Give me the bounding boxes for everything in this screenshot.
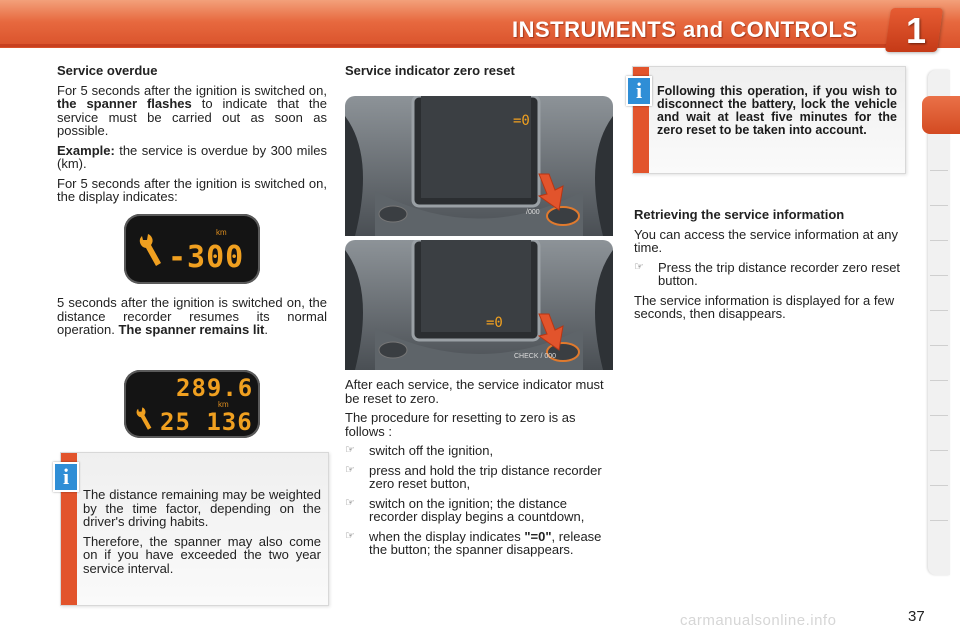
text: For 5 seconds after the ignition is switched on, [57, 82, 327, 98]
service-overdue-section [57, 64, 327, 210]
tab-separator [930, 345, 948, 346]
zero-reset-procedure [345, 378, 617, 563]
info-text-distance [83, 488, 321, 581]
page-number: 37 [908, 608, 925, 625]
arrow-down-icon [535, 172, 565, 212]
header-rule [0, 44, 890, 47]
tab-separator [930, 380, 948, 381]
text: to indicate that the service must be carried out as soon as possible. [57, 96, 327, 138]
tab-separator [930, 415, 948, 416]
example-label: Example: [57, 142, 115, 158]
unit-label: km [216, 228, 227, 237]
paragraph [57, 296, 327, 337]
list-item-text: Press the trip distance recorder zero reset button. [658, 259, 901, 288]
dashboard-photo-step1 [345, 96, 613, 236]
tab-separator [930, 240, 948, 241]
paragraph [57, 144, 327, 171]
bold-text: The spanner remains lit [118, 322, 265, 337]
page-title: INSTRUMENTS and CONTROLS [512, 17, 858, 42]
list-item-text: switch on the ignition; the distance recorder display begins a countdown, [369, 495, 585, 524]
pointing-hand-icon: ☞ [634, 260, 644, 273]
display-reading: =0 [513, 113, 530, 129]
list-item [345, 497, 617, 524]
bold-text: the spanner flashes [57, 96, 192, 111]
spanner-icon [132, 406, 154, 434]
retrieving-service-info-section [634, 208, 906, 327]
section-heading: Service indicator zero reset [345, 63, 515, 78]
paragraph: The service information is displayed for a few seconds, then disappears. [634, 292, 895, 321]
paragraph: After each service, the service indicator must be reset to zero. [345, 377, 604, 406]
normal-operation-paragraph [57, 296, 327, 343]
info-icon: i [626, 76, 652, 106]
section-heading: Retrieving the service information [634, 207, 845, 222]
chapter-tabs [928, 70, 950, 575]
paragraph: You can access the service information at any time. [634, 226, 898, 255]
tab-separator [930, 275, 948, 276]
paragraph: The distance remaining may be weighted by the time factor, depending on the driver's driving habits. [83, 487, 321, 529]
text: , release the button; the spanner disappears. [369, 528, 602, 557]
text: the service is overdue by 300 miles (km). [57, 142, 327, 171]
tab-separator [930, 170, 948, 171]
trip-value: 289.6 [176, 374, 254, 402]
tab-separator [930, 310, 948, 311]
section-heading: Service overdue [57, 63, 158, 78]
paragraph [57, 84, 327, 138]
display-reading: =0 [486, 315, 503, 331]
paragraph: For 5 seconds after the ignition is switched on, the display indicates: [57, 175, 327, 204]
tab-separator [930, 520, 948, 521]
text: when the display indicates [369, 528, 521, 544]
list-item-text: press and hold the trip distance recorder zero reset button, [369, 462, 602, 491]
total-distance-value: 25 136 [160, 408, 253, 436]
bold-text: "=0" [524, 528, 552, 544]
info-text-battery: Following this operation, if you wish to disconnect the battery, lock the vehicle and wait at least five minutes for the zero reset to be taken into account. [657, 84, 897, 137]
text: . [264, 322, 269, 337]
info-icon: i [53, 462, 79, 492]
text: 5 seconds after the ignition is switched on, the distance recorder resumes its normal operation. [57, 295, 327, 337]
pointing-hand-icon: ☞ [345, 496, 355, 509]
button-label: CHECK / 000 [514, 353, 557, 360]
list-item [345, 444, 617, 458]
tab-separator [930, 450, 948, 451]
overdue-value: -300 [168, 240, 245, 275]
unit-label: km [218, 400, 229, 409]
list-item [345, 530, 617, 557]
tab-separator [930, 205, 948, 206]
pointing-hand-icon: ☞ [345, 529, 355, 542]
pointing-hand-icon: ☞ [345, 463, 355, 476]
odometer-display-overdue [124, 214, 260, 284]
paragraph: The procedure for resetting to zero is as follows : [345, 410, 576, 439]
watermark: carmanualsonline.info [680, 612, 837, 629]
tab-separator [930, 485, 948, 486]
list-item [345, 464, 617, 491]
button-label: /000 [526, 209, 540, 216]
active-chapter-tab[interactable] [922, 96, 960, 134]
dashboard-photo-step2 [345, 240, 613, 370]
chapter-number: 1 [905, 10, 927, 51]
list-item-text: switch off the ignition, [369, 443, 494, 458]
spanner-icon [134, 232, 164, 272]
paragraph: Therefore, the spanner may also come on if you have exceeded the two year service interval. [83, 533, 321, 576]
list-item-text [369, 530, 617, 557]
zero-reset-heading-block [345, 64, 615, 84]
arrow-down-icon [535, 312, 565, 352]
odometer-display-normal [124, 370, 260, 438]
list-item [634, 261, 906, 288]
pointing-hand-icon: ☞ [345, 444, 355, 456]
